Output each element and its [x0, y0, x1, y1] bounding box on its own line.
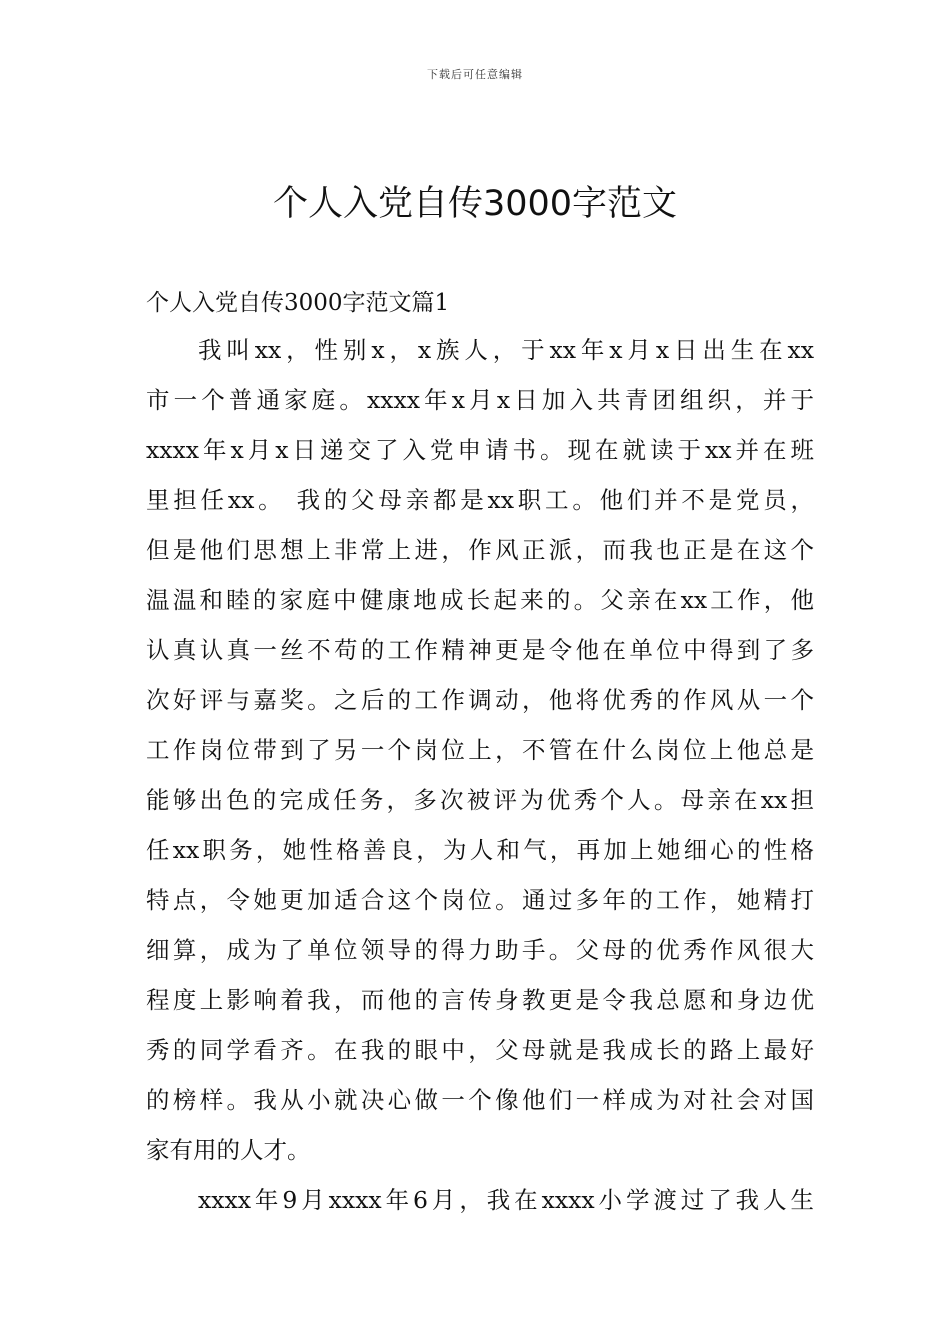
section-heading: 个人入党自传3000字范文篇1 — [146, 290, 450, 316]
body-text — [146, 334, 814, 1234]
document-title: 个人入党自传3000字范文 — [272, 184, 678, 224]
paragraph-line: 的榜样。我从小就决心做一个像他们一样成为对社会对国 — [146, 1086, 814, 1114]
paragraph-line: 工作岗位带到了另一个岗位上，不管在什么岗位上他总是 — [146, 736, 814, 764]
paragraph-line: 家有用的人才。 — [146, 1136, 311, 1164]
paragraph-line: 能够出色的完成任务，多次被评为优秀个人。母亲在xx担 — [146, 786, 814, 814]
paragraph-line: 温温和睦的家庭中健康地成长起来的。父亲在xx工作，他 — [146, 586, 814, 614]
paragraph-line: 程度上影响着我，而他的言传身教更是令我总愿和身边优 — [146, 986, 814, 1014]
paragraph-line: 次好评与嘉奖。之后的工作调动，他将优秀的作风从一个 — [146, 686, 814, 714]
paragraph-line: 特点，令她更加适合这个岗位。通过多年的工作，她精打 — [146, 886, 814, 914]
paragraph-line: xxxx年x月x日递交了入党申请书。现在就读于xx并在班 — [146, 436, 814, 464]
paragraph-line: xxxx年9月xxxx年6月，我在xxxx小学渡过了我人生 — [198, 1186, 814, 1214]
paragraph-line: 任xx职务，她性格善良，为人和气，再加上她细心的性格 — [146, 836, 814, 864]
paragraph-line: 市一个普通家庭。xxxx年x月x日加入共青团组织，并于 — [146, 386, 814, 414]
paragraph-line: 我叫xx，性别x，x族人，于xx年x月x日出生在xx — [198, 336, 814, 364]
paragraph-line: 细算，成为了单位领导的得力助手。父母的优秀作风很大 — [146, 936, 814, 964]
paragraph-line: 认真认真一丝不苟的工作精神更是令他在单位中得到了多 — [146, 636, 814, 664]
paragraph-line: 里担任xx。 我的父母亲都是xx职工。他们并不是党员， — [146, 486, 814, 514]
header-note: 下载后可任意编辑 — [427, 68, 523, 81]
paragraph-line: 秀的同学看齐。在我的眼中，父母就是我成长的路上最好 — [146, 1036, 814, 1064]
paragraph-line: 但是他们思想上非常上进，作风正派，而我也正是在这个 — [146, 536, 814, 564]
